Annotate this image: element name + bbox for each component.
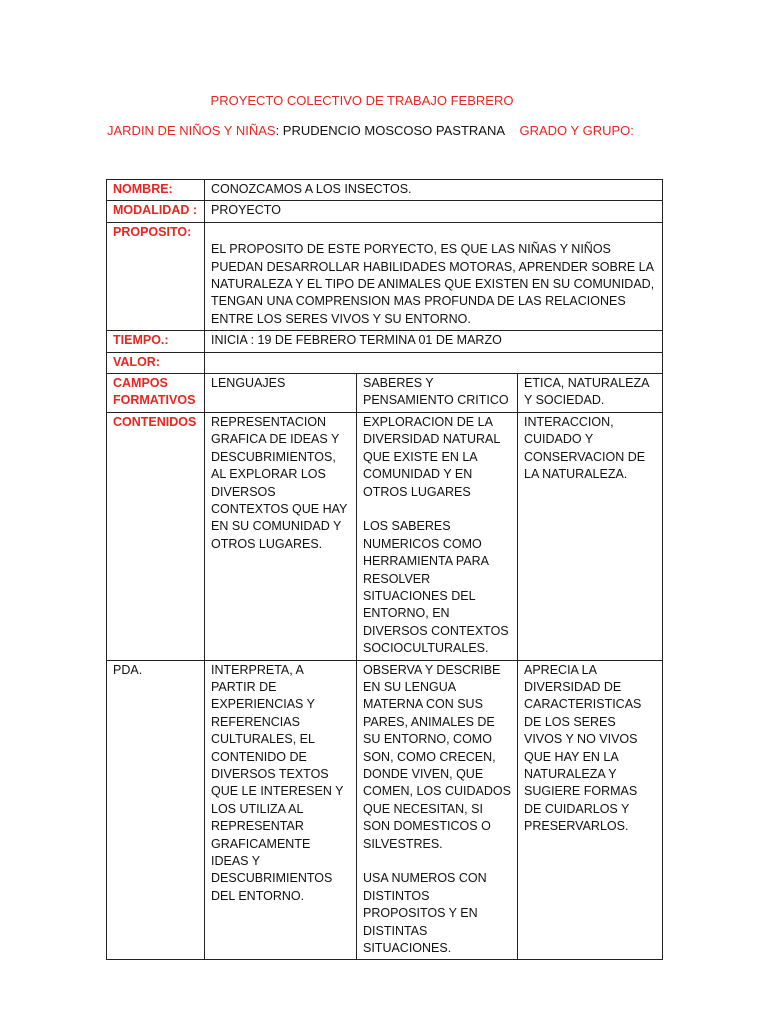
contenidos-label: CONTENIDOS xyxy=(107,412,205,660)
tiempo-label: TIEMPO.: xyxy=(107,331,205,352)
pda-saberes: OBSERVA Y DESCRIBE EN SU LENGUA MATERNA CON SUS PARES, ANIMALES DE SU ENTORNO, COMO SON, COMO CRECEN, DONDE VIVEN, QUE COMEN, LOS CUIDADOS QUE NECESITAN, SI SON DOMESTICOS O SILVESTRES. USA NUMEROS CON DISTINTOS PROPOSITOS Y EN DISTINTAS SITUACIONES. xyxy=(357,660,518,960)
school-label: JARDIN DE NIÑOS Y NIÑAS xyxy=(107,123,276,138)
grade-group-label: GRADO Y GRUPO: xyxy=(519,123,634,138)
modalidad-label: MODALIDAD : xyxy=(107,201,205,222)
nombre-value: CONOZCAMOS A LOS INSECTOS. xyxy=(205,180,663,201)
campos-label: CAMPOS FORMATIVOS xyxy=(107,374,205,413)
proposito-value: EL PROPOSITO DE ESTE PORYECTO, ES QUE LAS NIÑAS Y NIÑOS PUEDAN DESARROLLAR HABILIDADES MOTORAS, APRENDER SOBRE LA NATURALEZA Y EL TIPO DE ANIMALES QUE EXISTEN EN SU COMUNIDAD, TENGAN UNA COMPRENSION MAS PROFUNDA DE LAS RELACIONES ENTRE LOS SERES VIVOS Y SU ENTORNO. xyxy=(205,222,663,330)
row-tiempo xyxy=(107,331,663,352)
school-name: : PRUDENCIO MOSCOSO PASTRANA xyxy=(275,123,506,138)
pda-label: PDA. xyxy=(107,660,205,960)
modalidad-value: PROYECTO xyxy=(205,201,663,222)
campo-saberes: SABERES Y PENSAMIENTO CRITICO xyxy=(357,374,518,413)
row-proposito xyxy=(107,222,663,330)
valor-value xyxy=(205,352,663,373)
row-valor xyxy=(107,352,663,373)
row-pda xyxy=(107,660,663,960)
contenido-saberes: EXPLORACION DE LA DIVERSIDAD NATURAL QUE EXISTE EN LA COMUNIDAD Y EN OTROS LUGARES LOS SABERES NUMERICOS COMO HERRAMIENTA PARA RESOLVER SITUACIONES DEL ENTORNO, EN DIVERSOS CONTEXTOS SOCIOCULTURALES. xyxy=(357,412,518,660)
proposito-label: PROPOSITO: xyxy=(107,222,205,330)
contenido-etica: INTERACCION, CUIDADO Y CONSERVACION DE LA NATURALEZA. xyxy=(518,412,663,660)
pda-etica: APRECIA LA DIVERSIDAD DE CARACTERISTICAS DE LOS SERES VIVOS Y NO VIVOS QUE HAY EN LA NATURALEZA Y SUGIERE FORMAS DE CUIDARLOS Y PRESERVARLOS. xyxy=(518,660,663,960)
row-nombre xyxy=(107,180,663,201)
campo-etica: ETICA, NATURALEZA Y SOCIEDAD. xyxy=(518,374,663,413)
project-table xyxy=(106,179,663,960)
school-line xyxy=(107,123,727,138)
document-title: PROYECTO COLECTIVO DE TRABAJO FEBRERO xyxy=(210,93,514,108)
row-modalidad xyxy=(107,201,663,222)
contenido-lenguajes: REPRESENTACION GRAFICA DE IDEAS Y DESCUBRIMIENTOS, AL EXPLORAR LOS DIVERSOS CONTEXTOS QUE HAY EN SU COMUNIDAD Y OTROS LUGARES. xyxy=(205,412,357,660)
campo-lenguajes: LENGUAJES xyxy=(205,374,357,413)
row-contenidos xyxy=(107,412,663,660)
valor-label: VALOR: xyxy=(107,352,205,373)
nombre-label: NOMBRE: xyxy=(107,180,205,201)
pda-lenguajes: INTERPRETA, A PARTIR DE EXPERIENCIAS Y REFERENCIAS CULTURALES, EL CONTENIDO DE DIVERSOS TEXTOS QUE LE INTERESEN Y LOS UTILIZA AL REPRESENTAR GRAFICAMENTE IDEAS Y DESCUBRIMIENTOS DEL ENTORNO. xyxy=(205,660,357,960)
row-campos-formativos xyxy=(107,374,663,413)
tiempo-value: INICIA : 19 DE FEBRERO TERMINA 01 DE MARZO xyxy=(205,331,663,352)
